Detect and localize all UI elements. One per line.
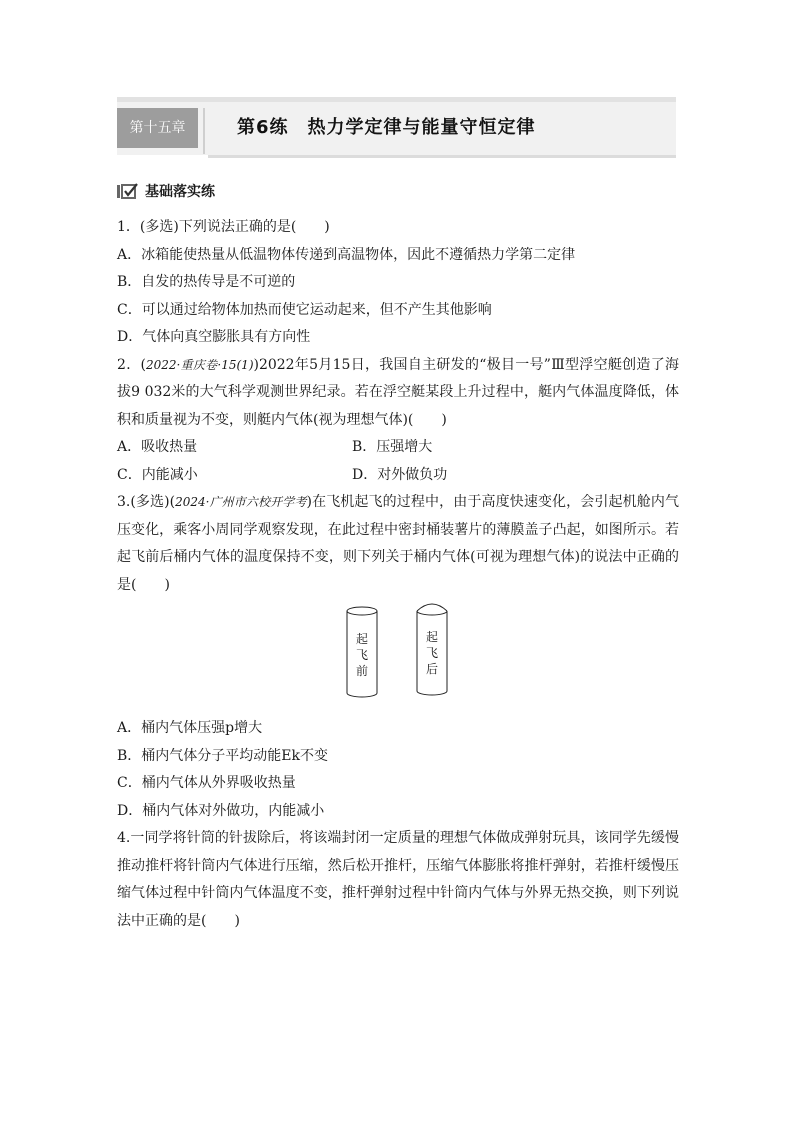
option-b: B．压强增大	[352, 439, 433, 455]
question-list	[117, 214, 679, 935]
question-source: 2024·广州市六校开学考	[175, 495, 307, 509]
question-prefix: 2．(	[117, 356, 146, 373]
question-prefix: 3.(多选)(	[117, 494, 176, 510]
question-1	[117, 214, 679, 352]
question-stem	[117, 352, 679, 435]
option-c: C．桶内气体从外界吸收热量	[117, 775, 296, 791]
section-title: 基础落实练	[145, 184, 215, 200]
cylinder-figure	[117, 603, 679, 713]
section-heading	[117, 180, 215, 202]
label-after-takeoff: 起 飞 后	[425, 630, 438, 676]
header-divider	[203, 108, 205, 154]
question-4	[117, 825, 679, 935]
question-stem: 1．(多选)下列说法正确的是( )	[117, 219, 330, 235]
options-row	[117, 462, 679, 490]
question-stem-rest: )在飞机起飞的过程中，由于高度快速变化，会引起机舱内气压变化，乘客小周同学观察发现，在此过程中密封桶装薯片的薄膜盖子凸起，如图所示。若起飞前后桶内气体的温度保持不变，则下列关于桶内气体(可视为理想气体)的说法中正确的是( )	[117, 494, 679, 593]
question-stem: 4.一同学将针筒的针拔除后，将该端封闭一定质量的理想气体做成弹射玩具，该同学先缓慢推动推杆将针筒内气体进行压缩，然后松开推杆，压缩气体膨胀将推杆弹射，若推杆缓慢压缩气体过程中针筒内气体温度不变，推杆弹射过程中针筒内气体与外界无热交换，则下列说法中正确的是( )	[117, 830, 679, 929]
options-row	[117, 434, 679, 462]
chip-cans-diagram	[117, 603, 679, 713]
chapter-header	[117, 97, 676, 155]
checkbox-check-icon	[117, 182, 139, 200]
question-stem	[117, 489, 679, 599]
option-a: A．桶内气体压强p增大	[117, 720, 263, 736]
option-d: D．对外做负功	[352, 466, 448, 483]
option-d: D．气体向真空膨胀具有方向性	[117, 329, 311, 345]
option-b: B．自发的热传导是不可逆的	[117, 274, 296, 290]
option-a: A．吸收热量	[117, 439, 198, 455]
page-title: 第6练 热力学定律与能量守恒定律	[237, 117, 536, 138]
option-a: A．冰箱能使热量从低温物体传递到高温物体，因此不遵循热力学第二定律	[117, 246, 576, 263]
chapter-label: 第十五章	[117, 108, 198, 148]
question-source: 2022·重庆卷·15(1)	[145, 357, 254, 372]
option-d: D．桶内气体对外做功，内能减小	[117, 802, 325, 819]
option-c: C．可以通过给物体加热而使它运动起来，但不产生其他影响	[117, 301, 492, 318]
question-stem-rest: )2022年5月15日，我国自主研发的“极目一号”Ⅲ型浮空艇创造了海拔9 032米的大气科学观测世界纪录。若在浮空艇某段上升过程中，艇内气体温度降低，体积和质量视为不变，则艇内气体(视为理想气体)( )	[117, 356, 679, 428]
question-2	[117, 352, 679, 490]
label-before-takeoff: 起 飞 前	[355, 632, 368, 678]
question-3	[117, 489, 679, 825]
option-c: C．内能减小	[117, 466, 198, 483]
option-b: B．桶内气体分子平均动能Ek不变	[117, 747, 328, 764]
